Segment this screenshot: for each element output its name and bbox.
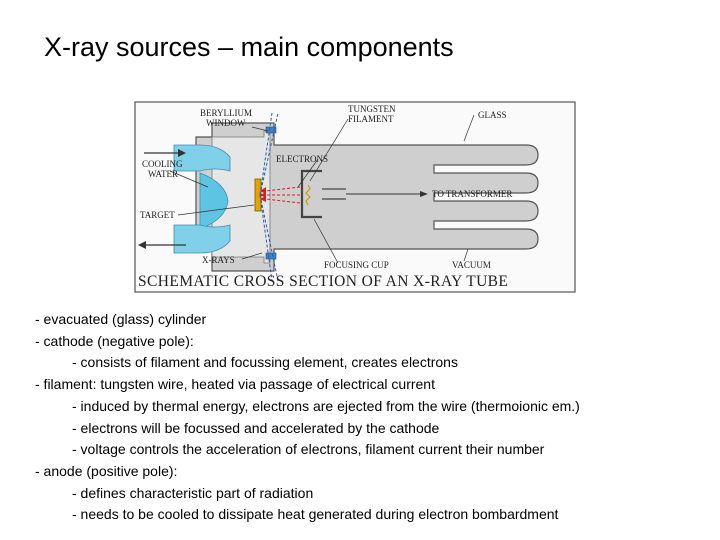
bullet-item: - evacuated (glass) cylinder xyxy=(35,311,207,327)
sub-bullet-item: - electrons will be focussed and accelerated by the cathode xyxy=(72,419,440,436)
svg-text:X-RAYS xyxy=(202,255,235,265)
sub-bullet-item: - defines characteristic part of radiation xyxy=(72,484,314,501)
svg-text:TARGET xyxy=(140,210,175,220)
label-electrons: ELECTRONS xyxy=(276,154,329,164)
svg-text:GLASS xyxy=(478,110,507,120)
slide-title: X-ray sources – main components xyxy=(44,32,454,62)
svg-text:VACUUM xyxy=(452,260,491,270)
label-focusing-cup: FOCUSING CUP xyxy=(324,260,389,270)
svg-text:FILAMENT xyxy=(348,114,394,124)
sub-bullet-item: - consists of filament and focussing element, creates electrons xyxy=(72,354,458,371)
svg-text:ELECTRONS xyxy=(276,154,328,164)
svg-text:WINDOW xyxy=(206,118,246,128)
bullet-item: - anode (positive pole): xyxy=(35,462,178,479)
xray-tube-schematic xyxy=(134,101,576,293)
svg-text:SCHEMATIC CROSS SECTION OF AN xyxy=(138,273,508,290)
label-x-rays: X-RAYS xyxy=(202,255,235,265)
label-tungsten-filament: TUNGSTEN xyxy=(348,104,396,114)
label-vacuum: VACUUM xyxy=(452,260,491,270)
sub-bullet-item: - voltage controls the acceleration of electrons, filament current their number xyxy=(72,441,545,458)
label-target: TARGET xyxy=(140,210,175,220)
bullet-item: - filament: tungsten wire, heated via passage of electrical current xyxy=(35,376,435,393)
label-glass: GLASS xyxy=(478,110,507,120)
bullet-list xyxy=(35,309,715,526)
svg-text:FOCUSING CUP xyxy=(324,260,389,270)
sub-bullet-item: - needs to be cooled to dissipate heat generated during electron bombardment xyxy=(72,506,559,523)
label-to-transformer: TO TRANSFORMER xyxy=(432,189,513,199)
label-cooling-water-2: WATER xyxy=(148,169,178,179)
svg-text:BERYLLIUM xyxy=(200,108,252,118)
svg-text:WATER xyxy=(148,169,178,179)
label-tungsten-filament-2: FILAMENT xyxy=(348,114,394,124)
label-beryllium-window-2: WINDOW xyxy=(206,118,246,128)
svg-text:TUNGSTEN xyxy=(348,104,396,114)
label-beryllium-window: BERYLLIUM xyxy=(200,108,253,118)
diagram-caption: SCHEMATIC CROSS SECTION OF AN X-RAY TUBE xyxy=(138,273,509,290)
sub-bullet-item: - induced by thermal energy, electrons are ejected from the wire (thermoionic em.) xyxy=(72,397,580,414)
label-cooling-water: COOLING xyxy=(142,159,183,169)
bullet-item: - cathode (negative pole): xyxy=(35,332,194,349)
svg-text:COOLING xyxy=(142,159,183,169)
xray-tube-diagram xyxy=(134,101,576,293)
svg-text:TO TRANSFORMER xyxy=(432,189,512,199)
